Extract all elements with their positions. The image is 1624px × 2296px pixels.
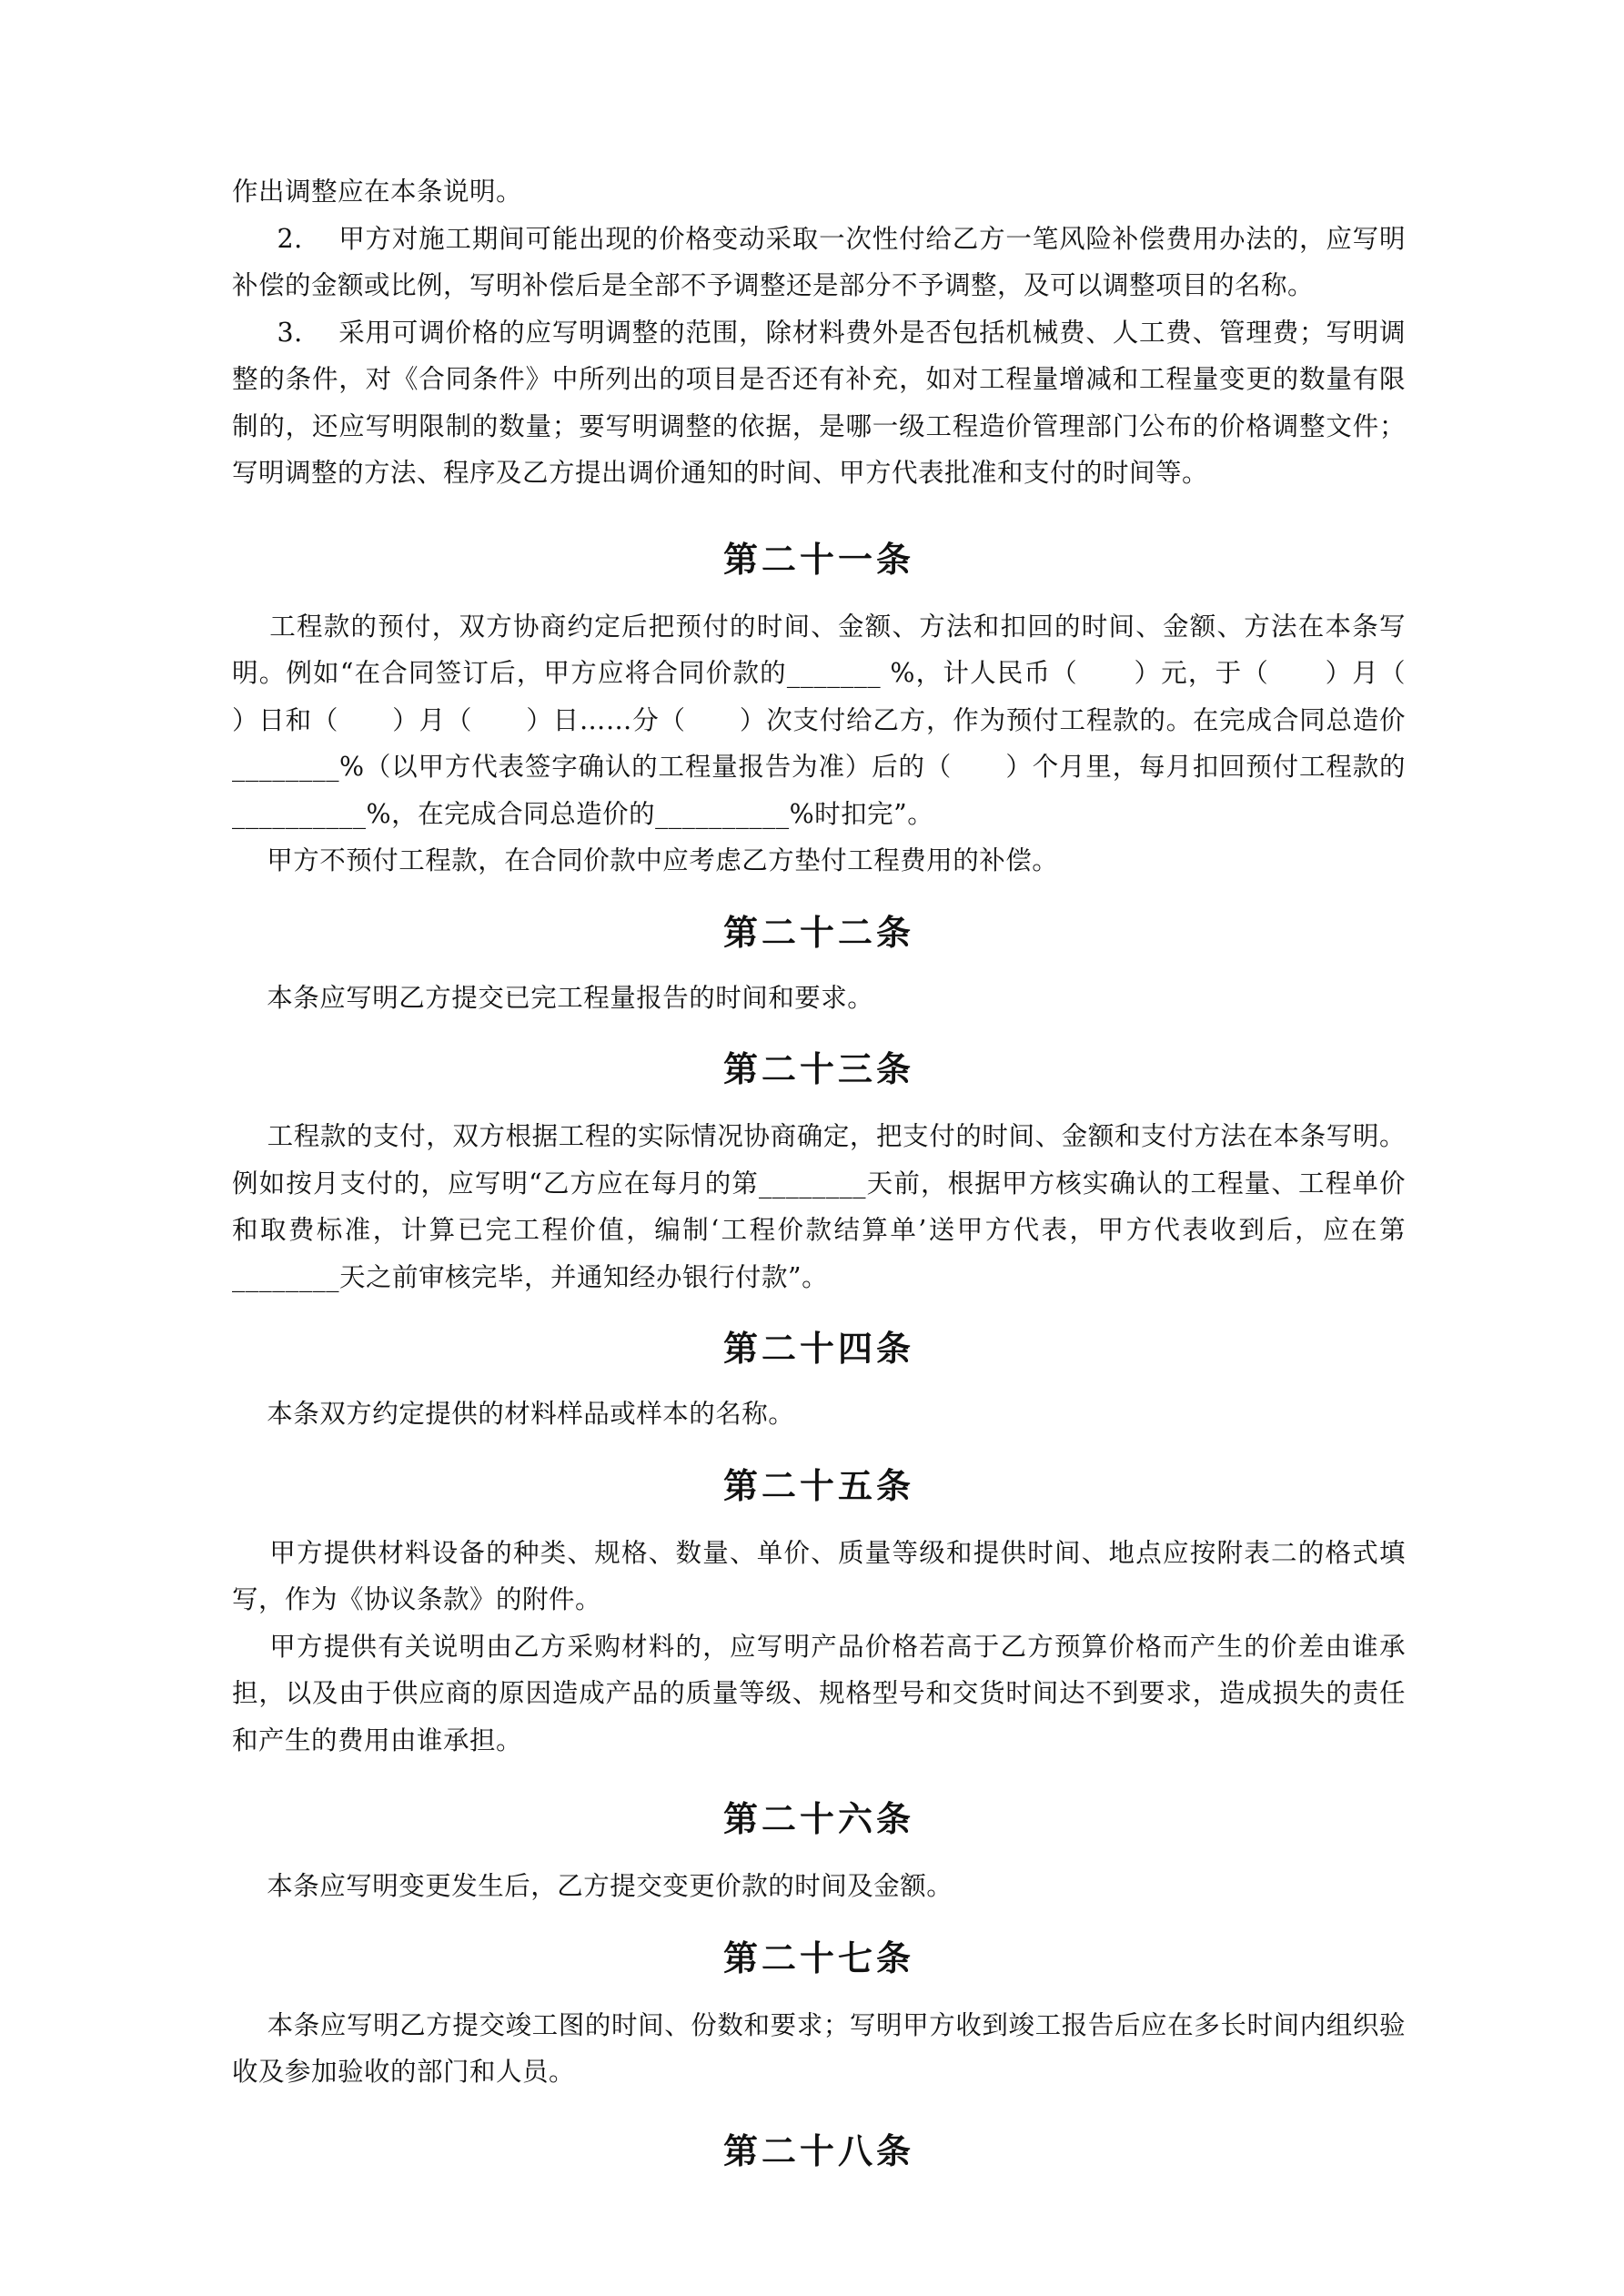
body-paragraph: 本条应写明乙方提交竣工图的时间、份数和要求；写明甲方收到竣工报告后应在多长时间内组织验收及参加验收的部门和人员。: [232, 2009, 1406, 2087]
body-paragraph: 甲方提供材料设备的种类、规格、数量、单价、质量等级和提供时间、地点应按附表二的格式填写，作为《协议条款》的附件。: [232, 1537, 1406, 1614]
body-paragraph: 3. 采用可调价格的应写明调整的范围，除材料费外是否包括机械费、人工费、管理费；写明调整的条件，对《合同条件》中所列出的项目是否还有补充，如对工程量增减和工程量变更的数量有限制的，还应写明限制的数量；要写明调整的依据，是哪一级工程造价管理部门公布的价格调整文件；写明调整的方法、程序及乙方提出调价通知的时间、甲方代表批准和支付的时间等。: [232, 317, 1407, 488]
body-paragraph: 本条双方约定提供的材料样品或样本的名称。: [232, 1399, 795, 1429]
body-paragraph: 工程款的预付，双方协商约定后把预付的时间、金额、方法和扣回的时间、金额、方法在本条写明。例如“在合同签订后，甲方应将合同价款的_______ %，计人民币（ ）元，于（ ）月（ ）日和（ ）月（ ）日……分（ ）次支付给乙方，作为预付工程款的。在完成合同总造价________%（以甲方代表签字确认的工程量报告为准）后的（ ）个月里，每月扣回预付工程款的__________%，在完成合同总造价的__________%时扣完”。: [232, 611, 1458, 829]
article-heading-26: 第二十六条: [722, 1799, 914, 1839]
body-paragraph: 作出调整应在本条说明。: [232, 177, 523, 207]
article-heading-22: 第二十二条: [722, 912, 914, 953]
body-paragraph: 本条应写明乙方提交已完工程量报告的时间和要求。: [232, 982, 874, 1013]
body-paragraph: 甲方提供有关说明由乙方采购材料的，应写明产品价格若高于乙方预算价格而产生的价差由谁承担，以及由于供应商的原因造成产品的质量等级、规格型号和交货时间达不到要求，造成损失的责任和产生的费用由谁承担。: [232, 1631, 1406, 1755]
body-paragraph: 2. 甲方对施工期间可能出现的价格变动采取一次性付给乙方一笔风险补偿费用办法的，应写明补偿的金额或比例，写明补偿后是全部不予调整还是部分不予调整，及可以调整项目的名称。: [232, 223, 1407, 300]
article-heading-27: 第二十七条: [722, 1937, 914, 1978]
article-heading-23: 第二十三条: [722, 1049, 914, 1089]
document-body: [232, 168, 1458, 2173]
article-heading-21: 第二十一条: [722, 539, 914, 580]
article-heading-24: 第二十四条: [722, 1329, 914, 1369]
article-heading-28: 第二十八条: [722, 2130, 914, 2171]
body-paragraph: 本条应写明变更发生后，乙方提交变更价款的时间及金额。: [232, 1871, 953, 1901]
article-heading-25: 第二十五条: [722, 1465, 914, 1506]
body-paragraph: 甲方不预付工程款，在合同价款中应考虑乙方垫付工程费用的补偿。: [232, 845, 1059, 875]
body-paragraph: 工程款的支付，双方根据工程的实际情况协商确定，把支付的时间、金额和支付方法在本条写明。例如按月支付的，应写明“乙方应在每月的第________天前，根据甲方核实确认的工程量、工程单价和取费标准，计算已完工程价值，编制‘工程价款结算单’送甲方代表，甲方代表收到后，应在第________天之前审核完毕，并通知经办银行付款”。: [232, 1121, 1406, 1292]
